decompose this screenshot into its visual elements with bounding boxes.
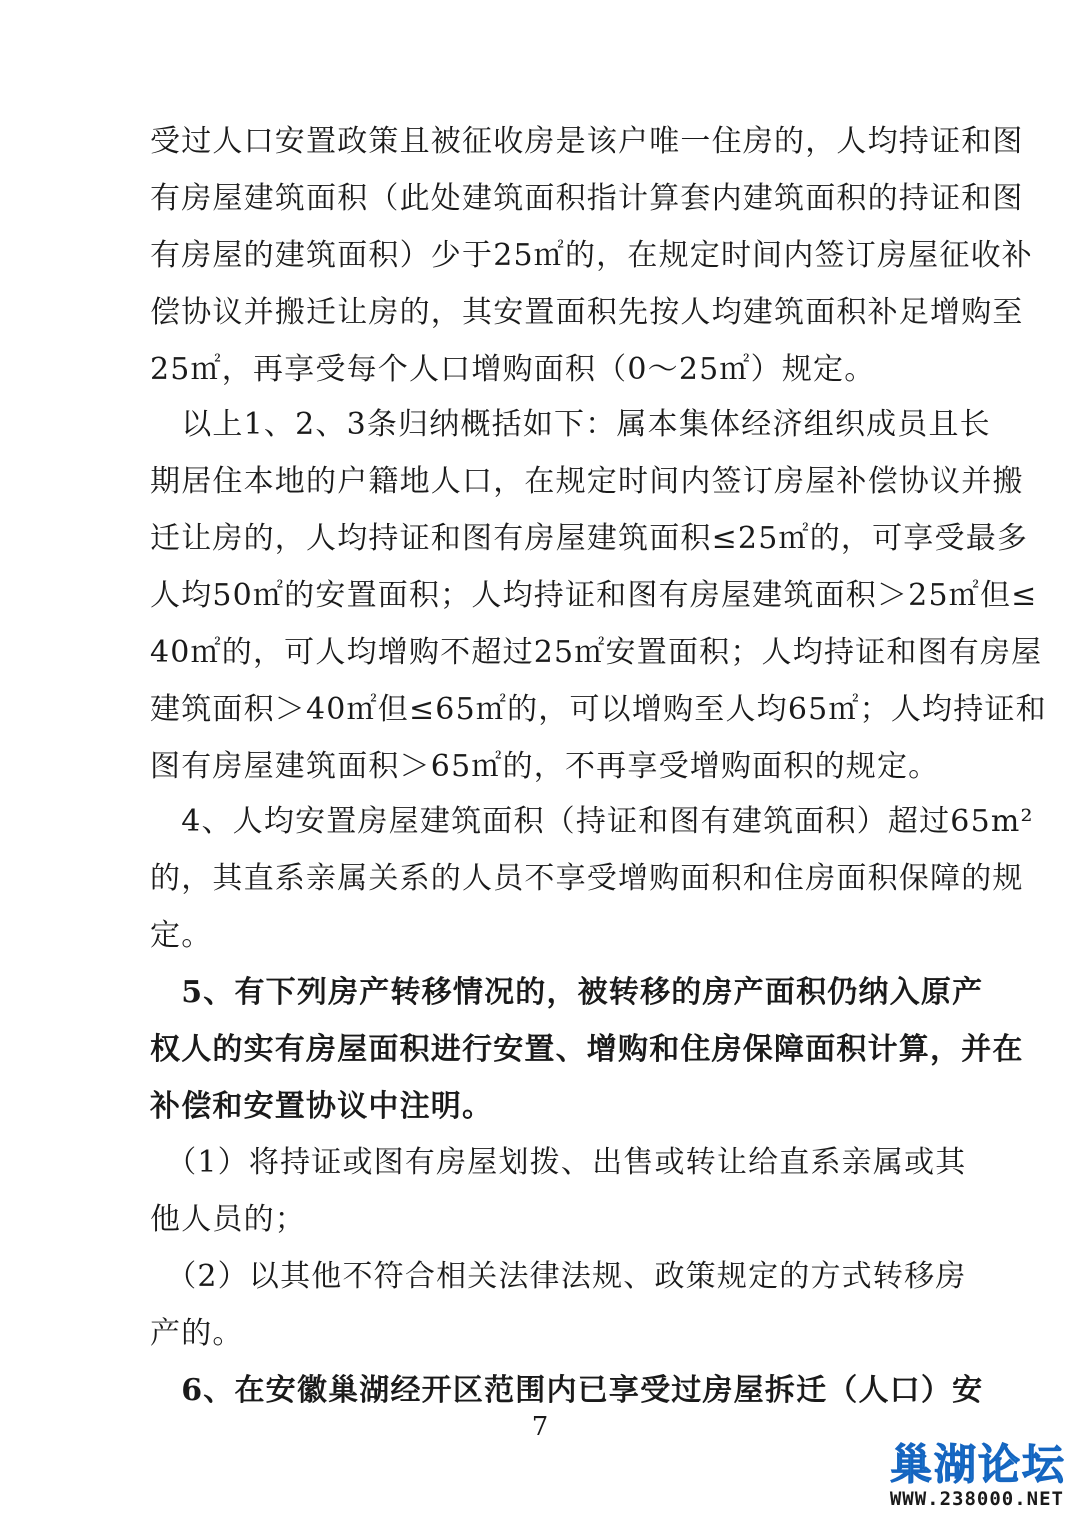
text-line: 6、在安徽巢湖经开区范围内已享受过房屋拆迁（人口）安 <box>150 1373 984 1408</box>
paragraph-3 <box>150 793 1034 964</box>
text-line: 权人的实有房屋面积进行安置、增购和住房保障面积计算，并在 <box>150 1032 1024 1067</box>
text-line: 定。 <box>150 918 213 953</box>
text-line: 他人员的； <box>150 1202 306 1237</box>
paragraph-2 <box>150 396 1047 795</box>
watermark-url: WWW.238000.NET <box>889 1488 1064 1510</box>
paragraph-7 <box>150 1362 984 1419</box>
text-line: 以上1、2、3条归纳概括如下：属本集体经济组织成员且长 <box>150 407 991 442</box>
text-line: （1）将持证或图有房屋划拨、出售或转让给直系亲属或其 <box>150 1145 967 1180</box>
text-line: 迁让房的，人均持证和图有房屋建筑面积≤25㎡的，可享受最多 <box>150 521 1029 556</box>
text-line: 补偿和安置协议中注明。 <box>150 1089 494 1124</box>
watermark <box>846 1432 1066 1522</box>
page-number: 7 <box>531 1412 549 1442</box>
text-line: 25㎡，再享受每个人口增购面积（0～25㎡）规定。 <box>150 352 876 387</box>
paragraph-5 <box>150 1134 967 1248</box>
text-line: 建筑面积＞40㎡但≤65㎡的，可以增购至人均65㎡；人均持证和 <box>150 692 1047 727</box>
text-line: 受过人口安置政策且被征收房是该户唯一住房的，人均持证和图 <box>150 124 1024 159</box>
text-line: 的，其直系亲属关系的人员不享受增购面积和住房面积保障的规 <box>150 861 1024 896</box>
text-line: 有房屋的建筑面积）少于25㎡的，在规定时间内签订房屋征收补 <box>150 238 1033 273</box>
text-line: 有房屋建筑面积（此处建筑面积指计算套内建筑面积的持证和图 <box>150 181 1024 216</box>
text-line: 偿协议并搬迁让房的，其安置面积先按人均建筑面积补足增购至 <box>150 295 1024 330</box>
text-line: 产的。 <box>150 1316 244 1351</box>
text-line: （2）以其他不符合相关法律法规、政策规定的方式转移房 <box>150 1259 967 1294</box>
text-line: 图有房屋建筑面积＞65㎡的，不再享受增购面积的规定。 <box>150 749 940 784</box>
text-line: 40㎡的，可人均增购不超过25㎡安置面积；人均持证和图有房屋 <box>150 635 1043 670</box>
paragraph-6 <box>150 1248 967 1362</box>
text-line: 5、有下列房产转移情况的，被转移的房产面积仍纳入原产 <box>150 975 984 1010</box>
text-line: 人均50㎡的安置面积；人均持证和图有房屋建筑面积＞25㎡但≤ <box>150 578 1038 613</box>
text-line: 期居住本地的户籍地人口，在规定时间内签订房屋补偿协议并搬 <box>150 464 1024 499</box>
text-line: 4、人均安置房屋建筑面积（持证和图有建筑面积）超过65m² <box>150 804 1034 839</box>
paragraph-1 <box>150 113 1033 398</box>
paragraph-4 <box>150 964 1024 1135</box>
watermark-logo: 巢湖论坛 <box>889 1440 1066 1489</box>
